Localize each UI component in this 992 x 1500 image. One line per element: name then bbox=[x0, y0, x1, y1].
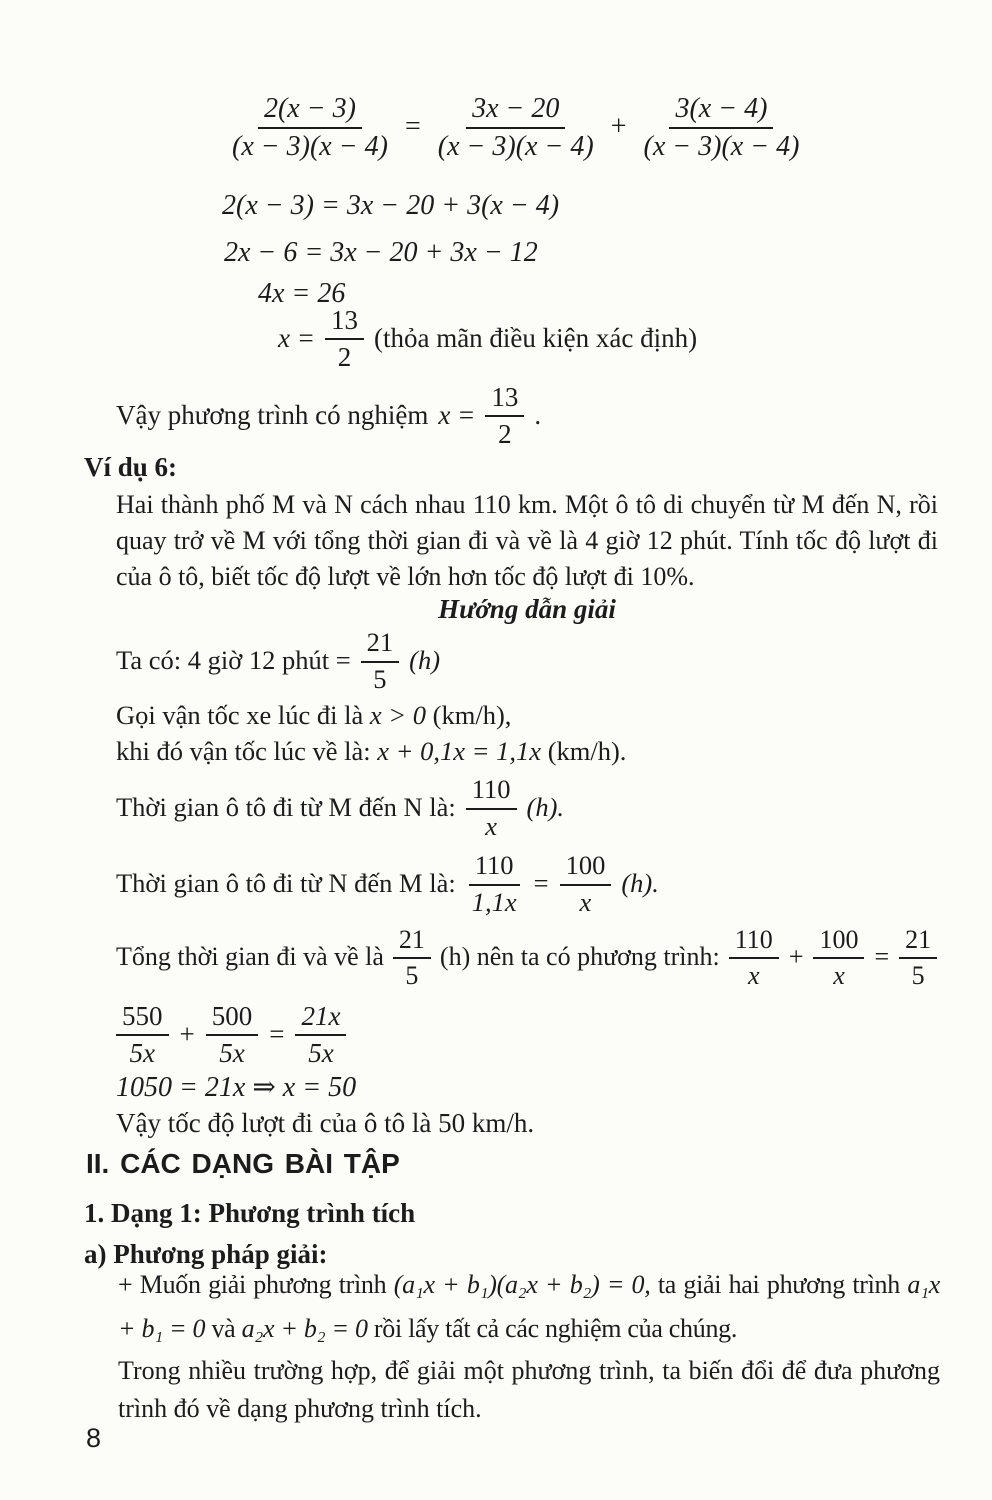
fraction-110-x bbox=[466, 774, 517, 841]
equation-lhs: x = bbox=[438, 399, 476, 430]
method-label: a) Phương pháp giải: bbox=[84, 1239, 328, 1269]
line-text: Thời gian ô tô đi từ N đến M là: bbox=[116, 868, 456, 899]
fraction-110-11x bbox=[466, 850, 523, 917]
line-text: Ta có: 4 giờ 12 phút = bbox=[116, 645, 351, 676]
inline-math: x > 0 bbox=[369, 700, 427, 730]
equation-result-line bbox=[116, 1070, 356, 1104]
inline-math: a₁x + b₁ = 0 bbox=[118, 1270, 941, 1343]
line-text: Gọi vận tốc xe lúc đi là bbox=[116, 700, 364, 730]
unit-label: (km/h). bbox=[547, 736, 627, 766]
equation-step-1 bbox=[222, 190, 559, 222]
equation-solution-x bbox=[278, 304, 697, 372]
inline-math: x + 0,1x = 1,1x bbox=[377, 736, 542, 766]
conclusion-text: Vậy phương trình có nghiệm bbox=[116, 399, 429, 430]
fraction-numerator: 100 bbox=[813, 924, 864, 959]
solution-total-time-line bbox=[116, 924, 937, 990]
fraction-rhs-2 bbox=[638, 92, 806, 163]
solution-return-speed-line bbox=[116, 736, 626, 767]
example-6-label: Ví dụ 6: bbox=[84, 452, 178, 482]
solution-heading: Hướng dẫn giải bbox=[438, 594, 616, 624]
line-text: Tổng thời gian đi và về là bbox=[116, 942, 384, 972]
equation-text: 1050 = 21x ⇒ x = 50 bbox=[116, 1072, 357, 1103]
condition-note: (thỏa mãn điều kiện xác định) bbox=[373, 322, 698, 353]
solution-time-nm-line bbox=[116, 850, 659, 917]
fraction-numerator: 110 bbox=[469, 850, 520, 886]
fraction-denominator: (x − 3)(x − 4) bbox=[232, 131, 388, 163]
paragraph-text: + Muốn giải phương trình bbox=[118, 1270, 387, 1299]
equals-sign: = bbox=[269, 1018, 285, 1049]
solution-time-line bbox=[116, 627, 440, 694]
unit-label: (h) bbox=[409, 645, 441, 676]
fraction-500-5x bbox=[206, 1000, 259, 1068]
line-text: Thời gian ô tô đi từ M đến N là: bbox=[116, 792, 456, 823]
fraction-100-x bbox=[560, 850, 612, 917]
paragraph-text: và bbox=[211, 1314, 236, 1343]
paragraph-text: ta giải hai phương trình bbox=[657, 1270, 900, 1299]
plus-sign: + bbox=[788, 942, 804, 972]
fraction-denominator: (x − 3)(x − 4) bbox=[643, 131, 800, 163]
plus-sign: + bbox=[179, 1018, 195, 1049]
fraction-denominator: 5 bbox=[373, 663, 387, 694]
fraction-110-x bbox=[729, 924, 779, 990]
equals-sign: = bbox=[533, 868, 549, 899]
fraction-rhs-1 bbox=[432, 92, 600, 163]
equation-text: 2x − 6 = 3x − 20 + 3x − 12 bbox=[224, 237, 538, 268]
solution-variable-line bbox=[116, 700, 511, 731]
fraction-denominator: x bbox=[485, 810, 497, 841]
solution-conclusion-line: Vậy tốc độ lượt đi của ô tô là 50 km/h. bbox=[116, 1108, 535, 1138]
fraction-denominator: (x − 3)(x − 4) bbox=[437, 131, 594, 163]
section-heading: II. CÁC DẠNG BÀI TẬP bbox=[86, 1148, 400, 1179]
fraction-numerator: 13 bbox=[325, 304, 364, 340]
fraction-denominator: 2 bbox=[337, 342, 352, 373]
fraction-100-x bbox=[813, 924, 864, 990]
note-paragraph: Trong nhiều trường hợp, để giải một phương trình, ta biến đổi để đưa phương trình đó về dạng phương trình tích. bbox=[118, 1356, 940, 1423]
unit-label: (h). bbox=[526, 792, 565, 823]
fraction-denominator: x bbox=[833, 961, 845, 991]
fraction-numerator: 3x − 20 bbox=[466, 92, 565, 129]
fraction-21-5 bbox=[899, 924, 937, 990]
fraction-numerator: 21 bbox=[899, 924, 937, 959]
fraction-numerator: 13 bbox=[485, 381, 524, 417]
page-number: 8 bbox=[86, 1423, 102, 1453]
line-text: (h) nên ta có phương trình: bbox=[439, 942, 720, 972]
type-1-heading: 1. Dạng 1: Phương trình tích bbox=[84, 1198, 416, 1228]
period: . bbox=[534, 399, 542, 430]
unit-label: (h). bbox=[621, 868, 659, 899]
fraction-13-2 bbox=[325, 304, 364, 372]
fraction-denominator: 5 bbox=[911, 961, 925, 991]
equals-sign: = bbox=[404, 111, 421, 143]
fraction-550-5x bbox=[116, 1000, 169, 1068]
fraction-numerator: 110 bbox=[729, 924, 779, 959]
equation-common-denominator bbox=[116, 1000, 346, 1068]
equation-lhs: x = bbox=[278, 322, 315, 353]
fraction-numerator: 21x bbox=[295, 1000, 346, 1036]
equation-text: 2(x − 3) = 3x − 20 + 3(x − 4) bbox=[222, 190, 560, 221]
fraction-numerator: 110 bbox=[466, 774, 517, 810]
inline-math: a₂x + b₂ = 0 bbox=[241, 1314, 368, 1343]
fraction-numerator: 21 bbox=[393, 924, 431, 959]
fraction-21x-5x bbox=[295, 1000, 346, 1068]
fraction-numerator: 3(x − 4) bbox=[669, 92, 773, 129]
equation-text: 4x = 26 bbox=[258, 278, 346, 309]
fraction-numerator: 2(x − 3) bbox=[258, 92, 362, 129]
fraction-numerator: 100 bbox=[560, 850, 612, 886]
fraction-denominator: 5x bbox=[308, 1038, 334, 1069]
line-text: khi đó vận tốc lúc về là: bbox=[116, 736, 371, 766]
fraction-denominator: x bbox=[748, 961, 760, 991]
fraction-numerator: 21 bbox=[361, 627, 400, 663]
fraction-21-5 bbox=[393, 924, 431, 990]
fraction-denominator: x bbox=[579, 886, 592, 917]
equation-step-2 bbox=[224, 237, 538, 269]
problem-statement: Hai thành phố M và N cách nhau 110 km. Một ô tô di chuyển từ M đến N, rồi quay trở về M với tổng thời gian đi và về là 4 giờ 12 phút. Tính tốc độ lượt đi của ô tô, biết tốc độ lượt về lớn hơn tốc độ lượt đi 10%. bbox=[116, 490, 938, 591]
solution-time-mn-line bbox=[116, 774, 564, 841]
display-equation bbox=[226, 92, 805, 163]
unit-label: (km/h), bbox=[432, 700, 512, 730]
fraction-numerator: 550 bbox=[116, 1000, 169, 1036]
fraction-denominator: 1,1x bbox=[471, 886, 517, 917]
fraction-lhs bbox=[226, 92, 394, 163]
conclusion-line bbox=[116, 381, 541, 449]
method-paragraph bbox=[118, 1263, 940, 1351]
fraction-denominator: 5 bbox=[405, 961, 419, 991]
fraction-13-2 bbox=[485, 381, 524, 449]
paragraph-text: rồi lấy tất cả các nghiệm của chúng. bbox=[373, 1314, 738, 1343]
fraction-numerator: 500 bbox=[206, 1000, 259, 1036]
fraction-denominator: 2 bbox=[498, 419, 512, 450]
inline-math: (a₁x + b₁)(a₂x + b₂) = 0, bbox=[393, 1270, 651, 1299]
fraction-denominator: 5x bbox=[129, 1038, 155, 1069]
fraction-denominator: 5x bbox=[219, 1038, 245, 1069]
plus-sign: + bbox=[610, 111, 627, 143]
fraction-21-5 bbox=[361, 627, 400, 694]
equals-sign: = bbox=[874, 942, 890, 972]
